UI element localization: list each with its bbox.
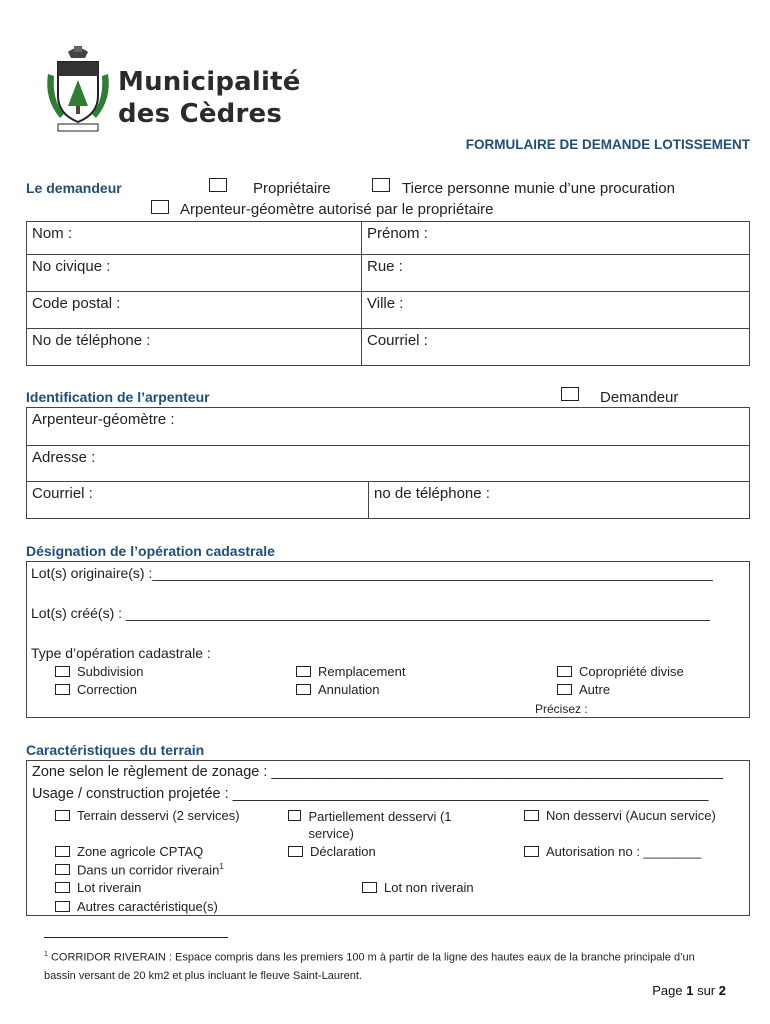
field-ville[interactable]: Ville : [362,292,750,329]
page-total: 2 [718,983,726,998]
label-autorisation: Autorisation no : ________ [546,844,702,859]
option-declaration[interactable] [288,844,376,859]
field-zone[interactable]: Zone selon le règlement de zonage : ________________________________________________________ [32,764,724,780]
checkbox-annulation[interactable] [296,684,311,695]
label-tierce-personne: Tierce personne munie d’une procuration [402,180,675,197]
option-partiellement-desservi[interactable] [288,808,478,842]
checkbox-terrain-desservi[interactable] [55,810,70,821]
option-lot-non-riverain[interactable] [362,880,474,895]
footnote [44,946,724,985]
option-autre[interactable] [557,682,610,697]
field-courriel[interactable]: Courriel : [362,329,750,366]
label-corridor-riverain: Dans un corridor riverain$^1$ [77,862,224,878]
checkbox-arpenteur-autorise[interactable] [151,200,169,214]
logo-line-2: des Cèdres [118,99,283,129]
field-lots-originaires[interactable]: Lot(s) originaire(s) :________________________________________________________________________ [31,565,713,581]
checkbox-proprietaire[interactable] [209,178,227,192]
label-arpenteur-autorise: Arpenteur-géomètre autorisé par le propriétaire [180,201,494,218]
field-arpenteur-courriel[interactable]: Courriel : [27,482,369,519]
footnote-ref: 1 [219,862,224,871]
checkbox-correction[interactable] [55,684,70,695]
option-non-desservi[interactable] [524,808,716,823]
checkbox-autorisation[interactable] [524,846,539,857]
label-correction: Correction [77,682,137,697]
field-adresse[interactable]: Adresse : [27,446,750,482]
section-heading-demandeur: Le demandeur [26,180,122,196]
demandeur-table [26,221,750,366]
footnote-number: 1 [44,951,48,958]
option-zone-agricole[interactable] [55,844,203,859]
municipality-name [118,66,301,130]
option-lot-riverain[interactable] [55,880,141,895]
label-precisez: Précisez : [535,702,588,716]
checkbox-tierce-personne[interactable] [372,178,390,192]
section-heading-operation: Désignation de l’opération cadastrale [26,543,275,559]
page-number: Page 1 sur 2 [652,983,726,998]
field-arpenteur-telephone[interactable]: no de téléphone : [369,482,750,519]
page-current: 1 [686,983,694,998]
label-lot-non-riverain: Lot non riverain [384,880,474,895]
option-annulation[interactable] [296,682,379,697]
footnote-text: CORRIDOR RIVERAIN : Espace compris dans les premiers 100 m à partir de la ligne des hautes eaux de la branche principale d’un bassin versant de 20 km2 et plus incluant le fleuve Saint-Laurent. [44,951,695,982]
checkbox-partiellement-desservi[interactable] [288,810,301,821]
field-no-civique[interactable]: No civique : [27,255,362,292]
footnote-separator [44,937,228,938]
label-autre: Autre [579,682,611,697]
checkbox-demandeur[interactable] [561,387,579,401]
section-heading-terrain: Caractéristiques du terrain [26,742,205,758]
checkbox-autres-caracteristiques[interactable] [55,901,70,912]
option-remplacement[interactable] [296,664,405,679]
checkbox-zone-agricole[interactable] [55,846,70,857]
label-lot-riverain: Lot riverain [77,880,142,895]
checkbox-subdivision[interactable] [55,666,70,677]
checkbox-copropriete[interactable] [557,666,572,677]
checkbox-remplacement[interactable] [296,666,311,677]
checkbox-non-desservi[interactable] [524,810,539,821]
arpenteur-table [26,407,750,519]
field-lots-crees[interactable]: Lot(s) créé(s) : ___________________________________________________________________________ [31,605,710,621]
checkbox-autre[interactable] [557,684,572,695]
option-autres-caracteristiques[interactable] [55,899,218,914]
label-type-operation: Type d’opération cadastrale : [31,645,211,661]
form-title: FORMULAIRE DE DEMANDE LOTISSEMENT [465,137,750,152]
label-copropriete: Copropriété divise [579,664,684,679]
field-arpenteur-geometre[interactable]: Arpenteur-géomètre : [27,408,750,446]
option-terrain-desservi[interactable] [55,808,240,823]
label-annulation: Annulation [318,682,380,697]
field-rue[interactable]: Rue : [362,255,750,292]
field-code-postal[interactable]: Code postal : [27,292,362,329]
option-corridor-riverain[interactable] [55,862,224,877]
label-subdivision: Subdivision [77,664,144,679]
checkbox-lot-non-riverain[interactable] [362,882,377,893]
checkbox-lot-riverain[interactable] [55,882,70,893]
checkbox-declaration[interactable] [288,846,303,857]
option-autorisation[interactable] [524,844,701,859]
logo-line-1: Municipalité [118,67,301,97]
checkbox-corridor-riverain[interactable] [55,864,70,875]
label-proprietaire: Propriétaire [253,180,331,197]
option-correction[interactable] [55,682,137,697]
option-subdivision[interactable] [55,664,144,679]
field-nom[interactable]: Nom : [27,222,362,255]
field-telephone[interactable]: No de téléphone : [27,329,362,366]
field-usage[interactable]: Usage / construction projetée : ___________________________________________________________ [32,786,709,802]
label-declaration: Déclaration [310,844,376,859]
label-autres-caracteristiques: Autres caractéristique(s) [77,899,218,914]
label-partiellement-desservi: Partiellement desservi (1 service) [308,809,452,841]
option-copropriete[interactable] [557,664,684,679]
field-prenom[interactable]: Prénom : [362,222,750,255]
label-terrain-desservi: Terrain desservi (2 services) [77,808,240,823]
label-remplacement: Remplacement [318,664,406,679]
label-zone-agricole: Zone agricole CPTAQ [77,844,204,859]
municipality-crest-logo [44,44,112,134]
section-heading-arpenteur: Identification de l’arpenteur [26,389,210,405]
label-demandeur: Demandeur [600,389,679,406]
label-non-desservi: Non desservi (Aucun service) [546,808,716,823]
